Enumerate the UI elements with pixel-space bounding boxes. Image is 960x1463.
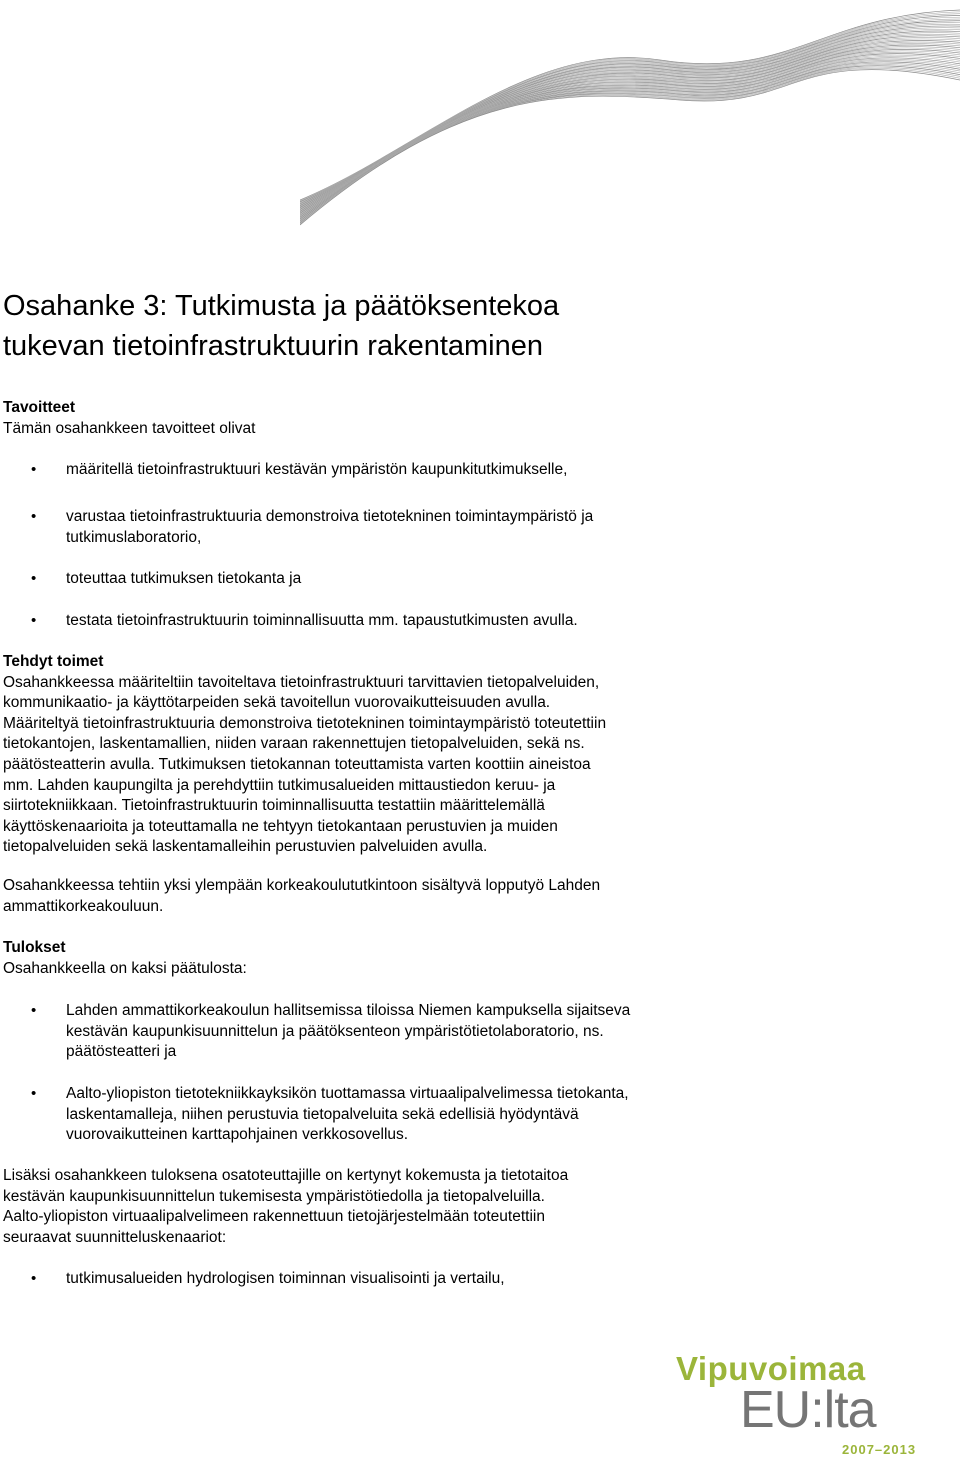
- swirl-line: [300, 67, 960, 224]
- bullet-icon: •: [31, 1002, 37, 1019]
- results-heading: Tulokset: [3, 939, 66, 956]
- swirl-line: [300, 62, 960, 221]
- vipuvoimaa-eu-logo: [676, 1350, 926, 1460]
- goals-section: [3, 398, 933, 439]
- results-paragraph: [3, 1166, 933, 1248]
- results-line: Aalto-yliopiston virtuaalipalvelimeen rakennettuun tietojärjestelmään toteutettiin: [3, 1208, 545, 1226]
- actions-line: päätösteatterin avulla. Tutkimuksen tietokannan toteuttamista varten koottiin aineistoa: [3, 755, 591, 773]
- results-intro: Osahankkeella on kaksi päätulosta:: [3, 959, 247, 977]
- results-line: kestävän kaupunkisuunnittelun tukemisesta ympäristötiedolla ja tietopalveluilla.: [3, 1187, 545, 1205]
- actions-heading: Tehdyt toimet: [3, 653, 104, 670]
- bullet-icon: •: [31, 461, 37, 478]
- results-line: Lisäksi osahankkeen tuloksena osatoteuttajille on kertynyt kokemusta ja tietotaitoa: [3, 1167, 569, 1184]
- actions-line: Osahankkeessa määriteltiin tavoiteltava tietoinfrastruktuuri tarvittavien tietopalveluiden,: [3, 673, 600, 691]
- goal-bullet-3: toteuttaa tutkimuksen tietokanta ja: [66, 570, 302, 587]
- swirl-line: [300, 56, 960, 218]
- swirl-line: [300, 26, 960, 206]
- logo-text-vipuvoimaa: Vipuvoimaa: [676, 1350, 866, 1387]
- goal-bullet-2: varustaa tietoinfrastruktuuria demonstroiva tietotekninen toimintaympäristö ja tutkimuslaboratorio,: [66, 508, 594, 546]
- goal-bullet-1: määritellä tietoinfrastruktuuri kestävän ympäristön kaupunkitutkimukselle,: [66, 461, 568, 478]
- title-line-1: Osahanke 3: Tutkimusta ja päätöksentekoa: [3, 290, 560, 322]
- swirl-line: [300, 46, 960, 214]
- actions-line: käyttöskenaarioita ja toteuttamalla ne tehtyyn tietokantaan perustuvien ja muiden: [3, 817, 558, 835]
- actions-line: mm. Lahden kaupungilta ja perehdyttiin tutkimusalueiden mittaustiedon keruu- ja: [3, 776, 556, 794]
- swirl-line: [300, 14, 960, 202]
- logo-text-eu: EU:lta: [740, 1381, 876, 1439]
- goals-intro: Tämän osahankkeen tavoitteet olivat: [3, 419, 256, 437]
- actions-line: tietopalveluiden sekä laskentamalleihin perustuvien palveluiden avulla.: [3, 838, 488, 856]
- bullet-icon: •: [31, 612, 37, 629]
- actions-line: Määriteltyä tietoinfrastruktuuria demonstroiva tietotekninen toimintaympäristö toteutettiin: [3, 714, 607, 732]
- page-title: [3, 286, 559, 366]
- actions-line: tietokantojen, laskentamallien, niiden varaan rakennettujen tietopalveluiden, sekä ns.: [3, 735, 585, 753]
- bullet-icon: •: [31, 1085, 37, 1102]
- swirl-line: [300, 17, 960, 202]
- result-bullet-1: Lahden ammattikorkeakoulun hallitsemissa tiloissa Niemen kampuksella sijaitseva kestävän kaupunkisuunnittelun ja päätöksenteon ympäristötietolaboratorio, ns. päätösteatteri ja: [66, 1002, 631, 1061]
- thesis-line: Osahankkeessa tehtiin yksi ylempään korkeakoulututkintoon sisältyvä lopputyö Lahden: [3, 877, 601, 894]
- swirl-line: [300, 10, 960, 200]
- logo-text-years: 2007–2013: [842, 1442, 917, 1457]
- decorative-swirl-graphic: [300, 0, 960, 260]
- goals-heading: Tavoitteet: [3, 399, 76, 416]
- result-bullet-2: Aalto-yliopiston tietotekniikkayksikön tuottamassa virtuaalipalvelimessa tietokanta, laskentamalleja, niihen perustuvia tietopalveluita sekä edellisiä hyödyntävä vuorovaikutteinen karttapohjainen verkkosovellus.: [66, 1085, 629, 1144]
- goal-bullet-4: testata tietoinfrastruktuurin toiminnallisuutta mm. tapaustutkimusten avulla.: [66, 612, 578, 629]
- results-section: [3, 938, 933, 979]
- bullet-icon: •: [31, 508, 37, 525]
- swirl-line: [300, 37, 960, 210]
- actions-line: siirtotekniikkaan. Tietoinfrastruktuurin toiminnallisuutta testattiin määrittelemällä: [3, 797, 545, 815]
- swirl-line: [300, 51, 960, 216]
- results-line: seuraavat suunnitteluskenaariot:: [3, 1228, 227, 1246]
- bullet-icon: •: [31, 1270, 37, 1287]
- title-line-2: tukevan tietoinfrastruktuurin rakentaminen: [3, 330, 544, 362]
- actions-line: kommunikaatio- ja käyttötarpeiden sekä tavoitellun vuorovaikutteisuuden avulla.: [3, 694, 551, 712]
- scenario-bullet-1: tutkimusalueiden hydrologisen toiminnan visualisointi ja vertailu,: [66, 1270, 505, 1287]
- actions-section: [3, 652, 933, 858]
- thesis-paragraph: [3, 876, 933, 917]
- bullet-icon: •: [31, 570, 37, 587]
- swirl-line: [300, 21, 960, 204]
- thesis-line: ammattikorkeakouluun.: [3, 897, 164, 915]
